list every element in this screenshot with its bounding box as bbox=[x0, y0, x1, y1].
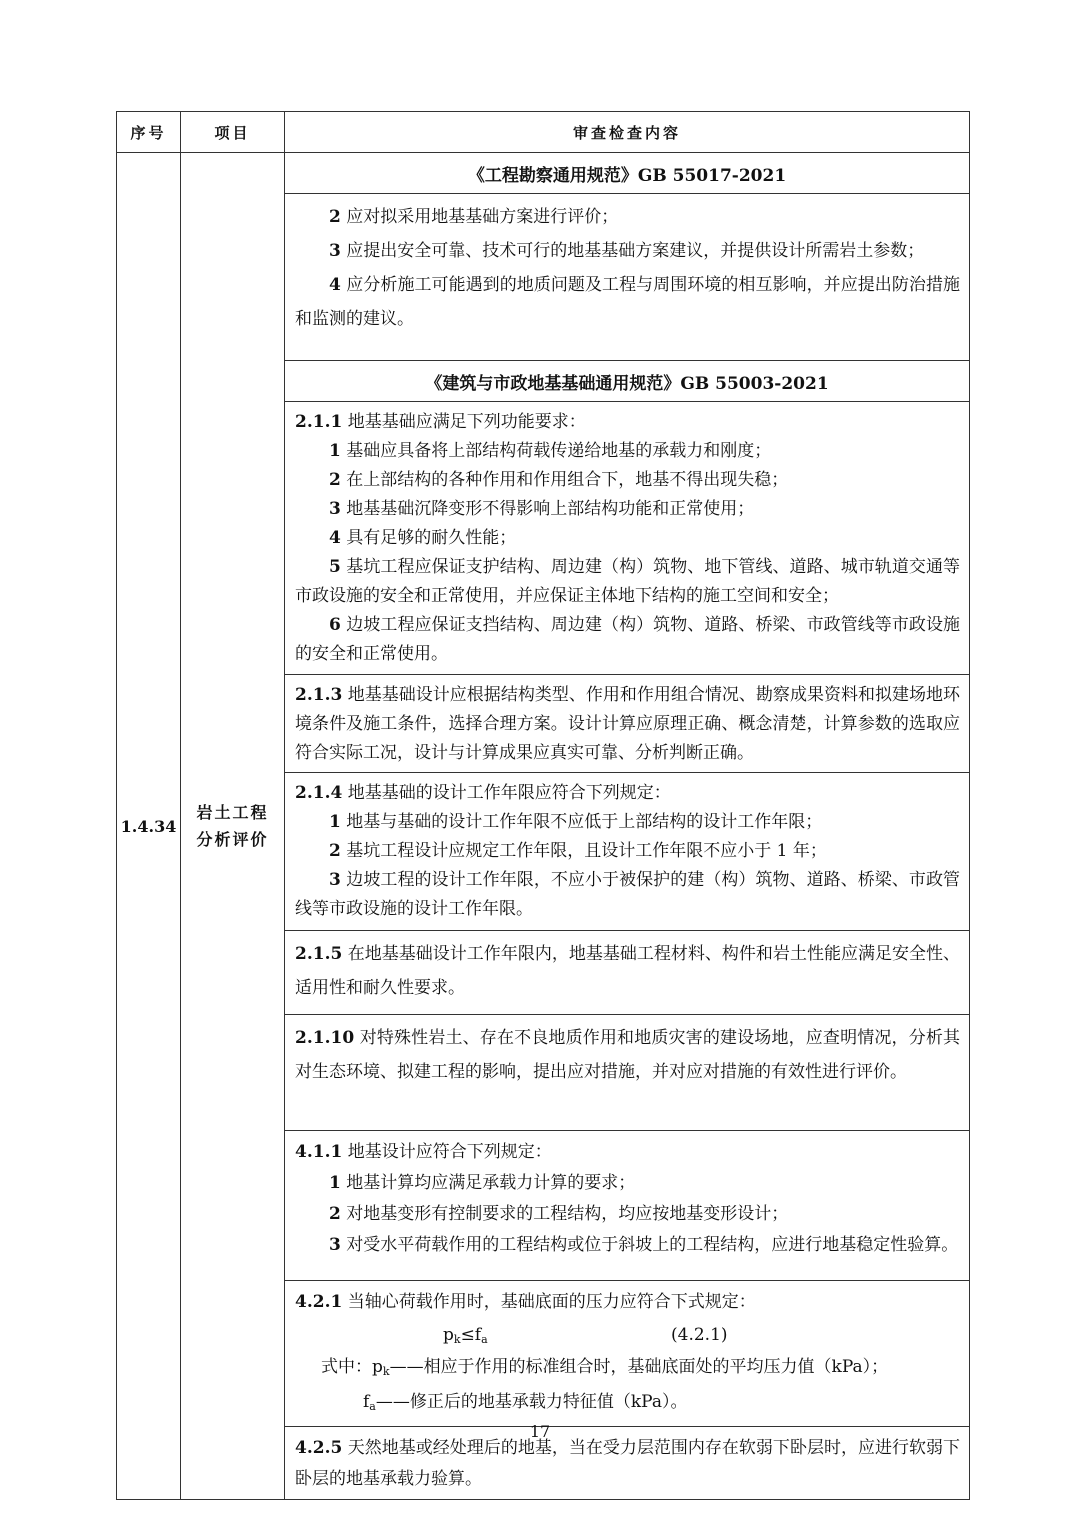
formula-expression: $p_k\le f_a$ bbox=[443, 1325, 488, 1346]
list-item: 3 地基基础沉降变形不得影响上部结构功能和正常使用； bbox=[329, 499, 755, 519]
row-item bbox=[181, 153, 285, 1500]
formula-4-2-1 bbox=[295, 1318, 960, 1352]
row-item-line2: 分析评价 bbox=[196, 830, 269, 849]
clause-2-1-5-cell bbox=[285, 931, 970, 1015]
list-item: 3 边坡工程的设计工作年限，不应小于被保护的建（构）筑物、道路、桥梁、市政管线等市政设施的设计工作年限。 bbox=[295, 870, 960, 919]
clause-heading: 4.1.1 地基设计应符合下列规定： bbox=[295, 1142, 552, 1162]
clause-heading: 4.2.1 当轴心荷载作用时，基础底面的压力应符合下式规定： bbox=[295, 1292, 756, 1312]
header-content: 审查检查内容 bbox=[285, 112, 970, 153]
review-table bbox=[116, 111, 970, 1500]
clause-text: 2.1.10 对特殊性岩土、存在不良地质作用和地质灾害的建设场地，应查明情况，分析其对生态环境、拟建工程的影响，提出应对措施，并对应对措施的有效性进行评价。 bbox=[295, 1028, 960, 1082]
clause-2-1-10-cell bbox=[285, 1015, 970, 1131]
row-seq: 1.4.34 bbox=[117, 153, 181, 1500]
clause-4-1-1-cell bbox=[285, 1131, 970, 1281]
list-item: 2 基坑工程设计应规定工作年限，且设计工作年限不应小于 1 年； bbox=[329, 841, 827, 861]
header-seq: 序号 bbox=[117, 112, 181, 153]
clause-2-1-3-cell bbox=[285, 675, 970, 773]
list-item: 2 应对拟采用地基基础方案进行评价； bbox=[329, 207, 619, 227]
list-item: 1 基础应具备将上部结构荷载传递给地基的承载力和刚度； bbox=[329, 441, 772, 461]
list-item: 5 基坑工程应保证支护结构、周边建（构）筑物、地下管线、道路、城市轨道交通等市政设施的安全和正常使用，并应保证主体地下结构的施工空间和安全； bbox=[295, 557, 960, 606]
list-item: 1 地基计算均应满足承载力计算的要求； bbox=[329, 1173, 636, 1193]
list-item: 4 具有足够的耐久性能； bbox=[329, 528, 517, 548]
formula-number: (4.2.1) bbox=[671, 1325, 728, 1345]
formula-definition: $f_a——$修正后的地基承载力特征值（kPa）。 bbox=[363, 1392, 688, 1413]
row-item-line1: 岩土工程 bbox=[196, 803, 269, 822]
page-number: 17 bbox=[529, 1422, 551, 1441]
clause-text: 4.2.5 天然地基或经处理后的地基，当在受力层范围内存在软弱下卧层时，应进行软弱下卧层的地基承载力验算。 bbox=[295, 1438, 961, 1489]
list-item: 1 地基与基础的设计工作年限不应低于上部结构的设计工作年限； bbox=[329, 812, 823, 832]
standard-title-1: 《工程勘察通用规范》GB 55017-2021 bbox=[285, 153, 970, 194]
standard-title-2: 《建筑与市政地基基础通用规范》GB 55003-2021 bbox=[285, 361, 970, 402]
clause-4-2-1-cell bbox=[285, 1281, 970, 1427]
clause-heading: 2.1.1 地基基础应满足下列功能要求： bbox=[295, 412, 586, 432]
list-item: 6 边坡工程应保证支挡结构、周边建（构）筑物、道路、桥梁、市政管线等市政设施的安全和正常使用。 bbox=[295, 615, 960, 664]
block1-cell bbox=[285, 194, 970, 361]
clause-heading: 2.1.4 地基基础的设计工作年限应符合下列规定： bbox=[295, 783, 671, 803]
clause-text: 2.1.5 在地基基础设计工作年限内，地基基础工程材料、构件和岩土性能应满足安全性、适用性和耐久性要求。 bbox=[295, 944, 961, 998]
list-item: 2 对地基变形有控制要求的工程结构，均应按地基变形设计； bbox=[329, 1204, 789, 1224]
list-item: 2 在上部结构的各种作用和作用组合下，地基不得出现失稳； bbox=[329, 470, 789, 490]
header-item: 项目 bbox=[181, 112, 285, 153]
clause-text: 2.1.3 地基基础设计应根据结构类型、作用和作用组合情况、勘察成果资料和拟建场地环境条件及施工条件，选择合理方案。设计计算应原理正确、概念清楚，计算参数的选取应符合实际工况，设计与计算成果应真实可靠、分析判断正确。 bbox=[295, 685, 961, 763]
formula-definition: 式中：$p_k——$相应于作用的标准组合时，基础底面处的平均压力值（kPa）； bbox=[321, 1357, 889, 1378]
clause-2-1-4-cell bbox=[285, 773, 970, 931]
list-item: 4 应分析施工可能遇到的地质问题及工程与周围环境的相互影响，并应提出防治措施和监测的建议。 bbox=[295, 275, 960, 329]
table-header-row bbox=[117, 112, 970, 153]
list-item: 3 对受水平荷载作用的工程结构或位于斜坡上的工程结构，应进行地基稳定性验算。 bbox=[329, 1235, 959, 1255]
list-item: 3 应提出安全可靠、技术可行的地基基础方案建议，并提供设计所需岩土参数； bbox=[329, 241, 925, 261]
clause-2-1-1-cell bbox=[285, 402, 970, 675]
